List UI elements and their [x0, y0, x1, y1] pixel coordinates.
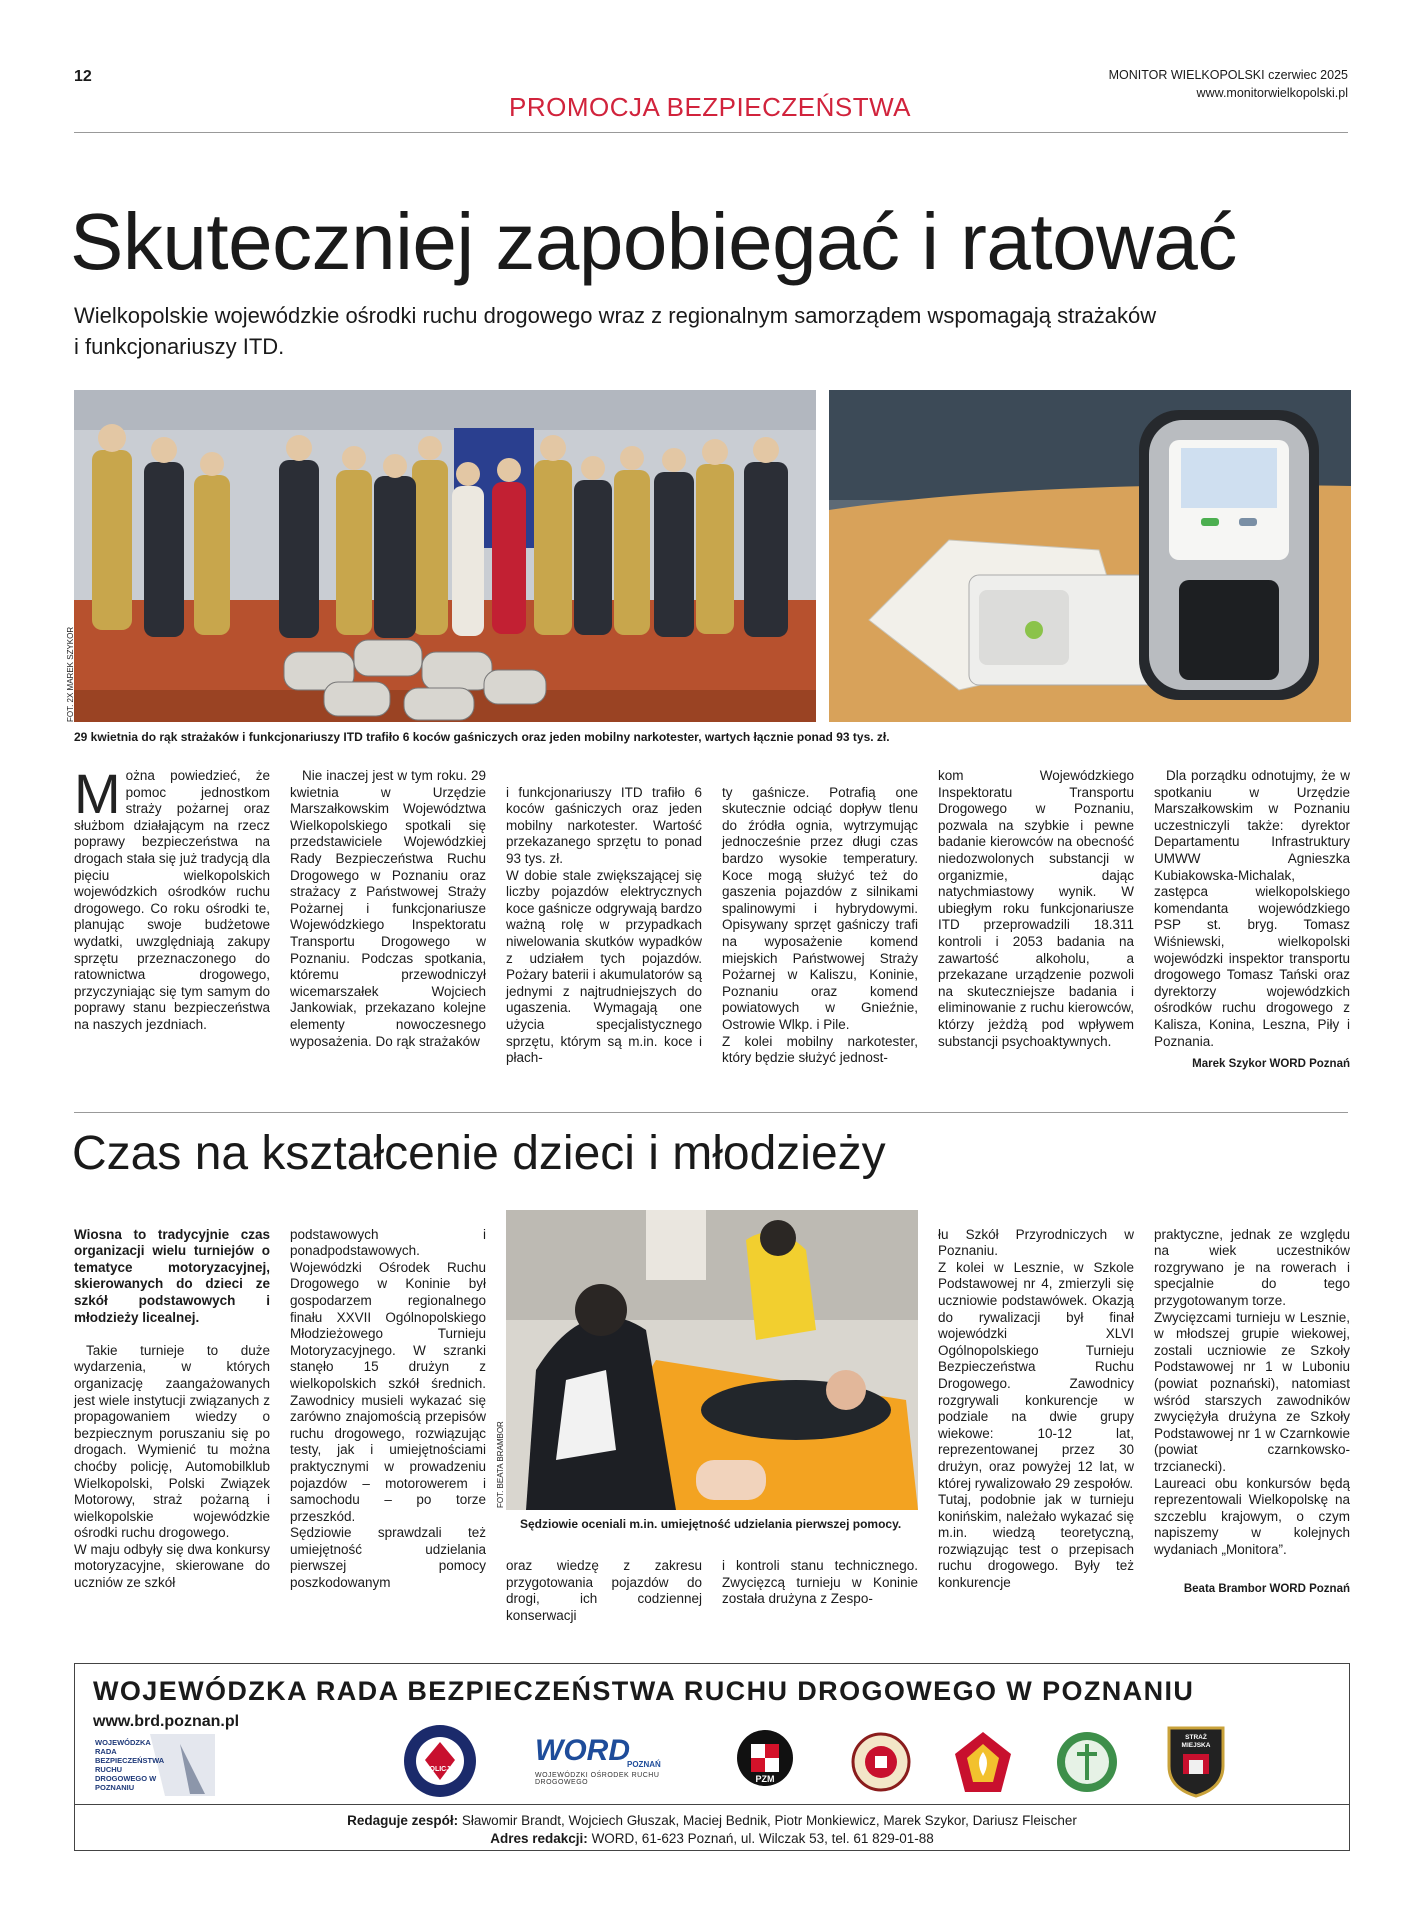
- group-photo-image: [74, 390, 816, 722]
- article2-column-1: [74, 1210, 270, 1608]
- photo-caption-3: Sędziowie oceniali m.in. umiejętność udzielania pierwszej pomocy.: [520, 1517, 902, 1531]
- inspekcja-emblem: [1055, 1730, 1119, 1794]
- page-number: 12: [74, 68, 92, 85]
- word-logo: [535, 1736, 675, 1792]
- editorial-team: Sławomir Brandt, Wojciech Głuszak, Maciej Bednik, Piotr Monkiewicz, Marek Szykor, Dariusz Fleischer: [461, 1813, 1077, 1828]
- article1-paragraph: Nie inaczej jest w tym roku. 29 kwietnia w Urzędzie Marszałkowskim Województwa Wielkopolskiego spotkali się przedstawiciele Wojewódzkiej Rady Bezpieczeństwa Ruchu Drogowego w Poznaniu oraz strażacy z Państwowej Straży Pożarnej i funkcjonariusze Wojewódzkiego Inspektoratu Transportu Drogowego w Poznaniu. Podczas spotkania, któremu przewodniczył wicemarszałek Wojciech Jankowiak, przekazano kolejne elementy nowoczesnego wyposażenia. Do rąk strażaków: [290, 768, 486, 1049]
- first-aid-photo: [506, 1210, 918, 1510]
- publication-website[interactable]: www.monitorwielkopolski.pl: [1196, 86, 1348, 100]
- article2-column-4: [722, 1558, 918, 1608]
- footer-title: WOJEWÓDZKA RADA BEZPIECZEŃSTWA RUCHU DROGOWEGO W POZNANIU: [93, 1676, 1195, 1706]
- wrbrd-footer: [74, 1663, 1350, 1851]
- editorial-address-label: Adres redakcji:: [490, 1831, 588, 1846]
- policja-logo: [403, 1724, 477, 1798]
- word-logo-city: POZNAŃ: [627, 1760, 661, 1769]
- photo-caption-1: 29 kwietnia do rąk strażaków i funkcjonariuszy ITD trafiło 6 koców gaśniczych oraz jeden mobilny narkotester, wartych łącznie ponad 93 tys. zł.: [74, 730, 890, 744]
- article2-paragraph: praktyczne, jednak ze względu na wiek uczestników rozgrywano je na rowerach i specjalnie do tego przygotowanym torze. Zwycięzcami turnieju w Lesznie, w młodszej grupie wiekowej, zostali uczniowie ze Szkoły Podstawowej nr 1 w Luboniu (powiat poznański), natomiast wśród starszych zawodników zwyciężyła drużyna ze Szkoły Podstawowej nr 1 w Czarnkowie (powiat czarnkowsko-trzcianecki). Laureaci obu konkursów będą reprezentowali Wielkopolskę na szczeblu krajowym, o czym napiszemy w kolejnych wydaniach „Monitora”.: [1154, 1226, 1350, 1557]
- editorial-address-line: [75, 1830, 1349, 1848]
- psp-logo: [953, 1730, 1013, 1794]
- first-aid-photo-image: [506, 1210, 918, 1510]
- word-logo-text: WORD: [535, 1734, 630, 1767]
- header-rule: [74, 132, 1348, 133]
- article1-column-5: [938, 768, 1134, 1050]
- inspekcja-logo: [1055, 1730, 1119, 1794]
- article1-paragraph: ty gaśnicze. Potrafią one skutecznie odciąć dopływ tlenu do źródła ognia, wytrzymując jednocześnie przez długi czas bardzo wysokie temperatury. Koce mogą służyć też do gaszenia pojazdów z silnikami spalinowymi i hybrydowymi. Opisywany sprzęt gaśniczy trafi na wyposażenie komend miejskich Państwowej Straży Pożarnej w Kaliszu, Koninie, Poznaniu oraz komend powiatowych w Gnieźnie, Ostrowie Wlkp. i Pile. Z kolei mobilny narkotester, który będzie służyć jednost-: [722, 784, 918, 1066]
- article2-paragraph: oraz wiedzę z zakresu przygotowania pojazdów do drogi, ich codziennej konserwacji: [506, 1558, 702, 1623]
- pzm-logo-text: PZM: [755, 1774, 775, 1784]
- pzm-logo-shape: [735, 1726, 795, 1796]
- footer-url[interactable]: www.brd.poznan.pl: [93, 1713, 240, 1730]
- article1-signature: Marek Szykor WORD Poznań: [1192, 1058, 1350, 1071]
- narcotester-photo-image: [829, 390, 1351, 722]
- group-photo: [74, 390, 816, 722]
- editorial-team-line: [75, 1812, 1349, 1830]
- editorial-info: [75, 1812, 1349, 1848]
- article2-lead: Wiosna to tradycyjnie czas organizacji wielu turniejów o tematyce motoryzacyjnej, skierowanych do dzieci ze szkół podstawowych i młodzieży licealnej.: [74, 1226, 270, 1325]
- psp-emblem: [953, 1730, 1013, 1794]
- article2-signature: Beata Brambor WORD Poznań: [1183, 1583, 1350, 1596]
- article-headline: Skuteczniej zapobiegać i ratować: [70, 197, 1237, 286]
- article1-paragraph: kom Wojewódzkiego Inspektoratu Transportu Drogowego w Poznaniu, pozwala na szybkie i pewne badanie kierowców na obecność niedozwolonych substancji w organizmie, dając natychmiastowy wynik. W ubiegłym roku funkcjonariusze ITD przeprowadzili 18.311 kontroli i 2053 badania na zawartość alkoholu, a przekazane urządzenie pozwoli na skuteczniejsze badania i eliminowanie z ruchu kierowców, którzy jeżdżą pod wpływem substancji psychoaktywnych.: [938, 768, 1134, 1049]
- editorial-team-label: Redaguje zespół:: [347, 1813, 459, 1828]
- article2-column-5: [938, 1210, 1134, 1608]
- article1-paragraph: ożna powiedzieć, że pomoc jednostkom straży pożarnej oraz służbom działającym na rzecz poprawy bezpieczeństwa na drogach stała się już tradycją dla pięciu wielkopolskich wojewódzkich ośrodków ruchu drogowego. Co roku ośrodki te, planując swoje budżetowe wydatki, uwzględniają zakupy sprzętu przeznaczonego do ratownictwa drogowego, przyczyniając się tym samym do poprawy stanu bezpieczeństwa na naszych jezdniach.: [74, 768, 270, 1032]
- narcotester-photo: [829, 390, 1351, 722]
- straz-miejska-logo: [1165, 1722, 1227, 1798]
- automobilklub-emblem: [851, 1730, 911, 1794]
- article2-column-6: [1154, 1210, 1350, 1614]
- policja-logo-text: POLICJA: [424, 1766, 456, 1773]
- automobilklub-logo: [851, 1730, 911, 1794]
- article1-column-1: [74, 762, 270, 1034]
- article2-column-3: [506, 1558, 702, 1624]
- word-logo-subtitle: WOJEWÓDZKI OŚRODEK RUCHU DROGOWEGO: [535, 1772, 660, 1786]
- article2-paragraph: Takie turnieje to duże wydarzenia, w których organizację zaangażowanych jest wiele instytucji związanych z propagowaniem wiedzy o bezpiecznym poruszaniu się po drogach. Wymienić tu można choćby policję, Automobilklub Wielkopolski, Polski Związek Motorowy, straż pożarną i wielkopolskie wojewódzkie ośrodki ruchu drogowego. W maju odbyły się dwa konkursy motoryzacyjne, skierowane do uczniów ze szkół: [74, 1342, 270, 1591]
- footer-divider: [75, 1804, 1349, 1805]
- dropcap: M: [74, 762, 121, 825]
- article2-headline: Czas na kształcenie dzieci i młodzieży: [72, 1127, 886, 1180]
- article1-column-2: [290, 768, 486, 1050]
- section-title: PROMOCJA BEZPIECZEŃSTWA: [508, 92, 912, 122]
- wrbrd-logo-text: WOJEWÓDZKA RADA BEZPIECZEŃSTWA RUCHU DROGOWEGO W POZNANIU: [95, 1738, 164, 1792]
- photo-credit-3: FOT. BEATA BRAMBOR: [496, 1421, 505, 1508]
- editorial-address: WORD, 61-623 Poznań, ul. Wilczak 53, tel. 61 829-01-88: [591, 1831, 934, 1846]
- straz-miejska-text: STRAŻ MIEJSKA: [1181, 1734, 1211, 1749]
- article1-column-3: [506, 768, 702, 1083]
- article2-paragraph: podstawowych i ponadpodstawowych. Wojewódzki Ośrodek Ruchu Drogowego w Koninie był gospodarzem regionalnego finału XXVII Ogólnopolskiego Młodzieżowego Turnieju Motoryzacyjnego. W szranki stanęło 15 drużyn z wielkopolskich szkół średnich. Zawodnicy musieli wykazać się zarówno znajomością przepisów ruchu drogowego, rozwiązując testy, jak i umiejętnościami praktycznymi w prowadzeniu pojazdów – motorowerem i samochodu – po torze przeszkód. Sędziowie sprawdzali też umiejętność udzielania pierwszej pomocy poszkodowanym: [290, 1226, 486, 1591]
- article1-column-6: [1154, 768, 1350, 1073]
- article1-paragraph: i funkcjonariuszy ITD trafiło 6 koców gaśniczych oraz jeden mobilny narkotester. Wartość przekazanego sprzętu to ponad 93 tys. zł. W dobie stale zwiększającej się liczby pojazdów elektrycznych koce gaśnicze odgrywają bardzo ważną rolę w przypadkach niwelowania skutków wypadków z udziałem tych pojazdów. Pożary baterii i akumulatorów są jednymi z najtrudniejszych do ugaszenia. Wymagają one użycia specjalistycznego sprzętu, którym są m.in. koce i płach-: [506, 784, 702, 1066]
- article-divider: [74, 1112, 1348, 1113]
- article2-paragraph: łu Szkół Przyrodniczych w Poznaniu. Z kolei w Lesznie, w Szkole Podstawowej nr 4, zmierzyli się uczniowie podstawówek. Okazją do rywalizacji był finał wojewódzki XLVI Ogólnopolskiego Turnieju Bezpieczeństwa Ruchu Drogowego. Zawodnicy rozgrywali konkurencje w podziale na dwie grupy wiekowe: 10-12 lat, reprezentowanej przez 30 drużyn, oraz powyżej 12 lat, w której rywalizowało 29 zespołów. Tutaj, podobnie jak w turnieju konińskim, należało wykazać się m.in. wiedzą teoretyczną, rozwiązując test o przepisach ruchu drogowego. Były też konkurencje: [938, 1226, 1134, 1591]
- photo-credit-1: FOT. 2X MAREK SZYKOR: [66, 626, 75, 722]
- article-lead: Wielkopolskie wojewódzkie ośrodki ruchu drogowego wraz z regionalnym samorządem wspomagają strażaków i funkcjonariuszy ITD.: [74, 303, 1157, 359]
- article2-column-2: [290, 1210, 486, 1608]
- article1-column-4: [722, 768, 918, 1083]
- pzm-logo: [735, 1726, 795, 1796]
- wrbrd-logo: [95, 1734, 215, 1796]
- policja-logo-shape: [403, 1724, 477, 1798]
- article1-paragraph: Dla porządku odnotujmy, że w spotkaniu w Urzędzie Marszałkowskim w Poznaniu uczestniczyli także: dyrektor Departamentu Infrastruktury UMWW Agnieszka Kubiakowska-Michalak, zastępca wielkopolskiego komendanta wojewódzkiego PSP st. bryg. Tomasz Wiśniewski, wielkopolski wojewódzki inspektor transportu drogowego Tomasz Tański oraz dyrektorzy wojewódzkich ośrodków ruchu drogowego z Kalisza, Konina, Leszna, Piły i Poznania.: [1154, 768, 1350, 1049]
- publication-issue: MONITOR WIELKOPOLSKI czerwiec 2025: [1108, 68, 1348, 82]
- article2-paragraph: i kontroli stanu technicznego. Zwycięzcą turnieju w Koninie została drużyna z Zespo-: [722, 1558, 918, 1607]
